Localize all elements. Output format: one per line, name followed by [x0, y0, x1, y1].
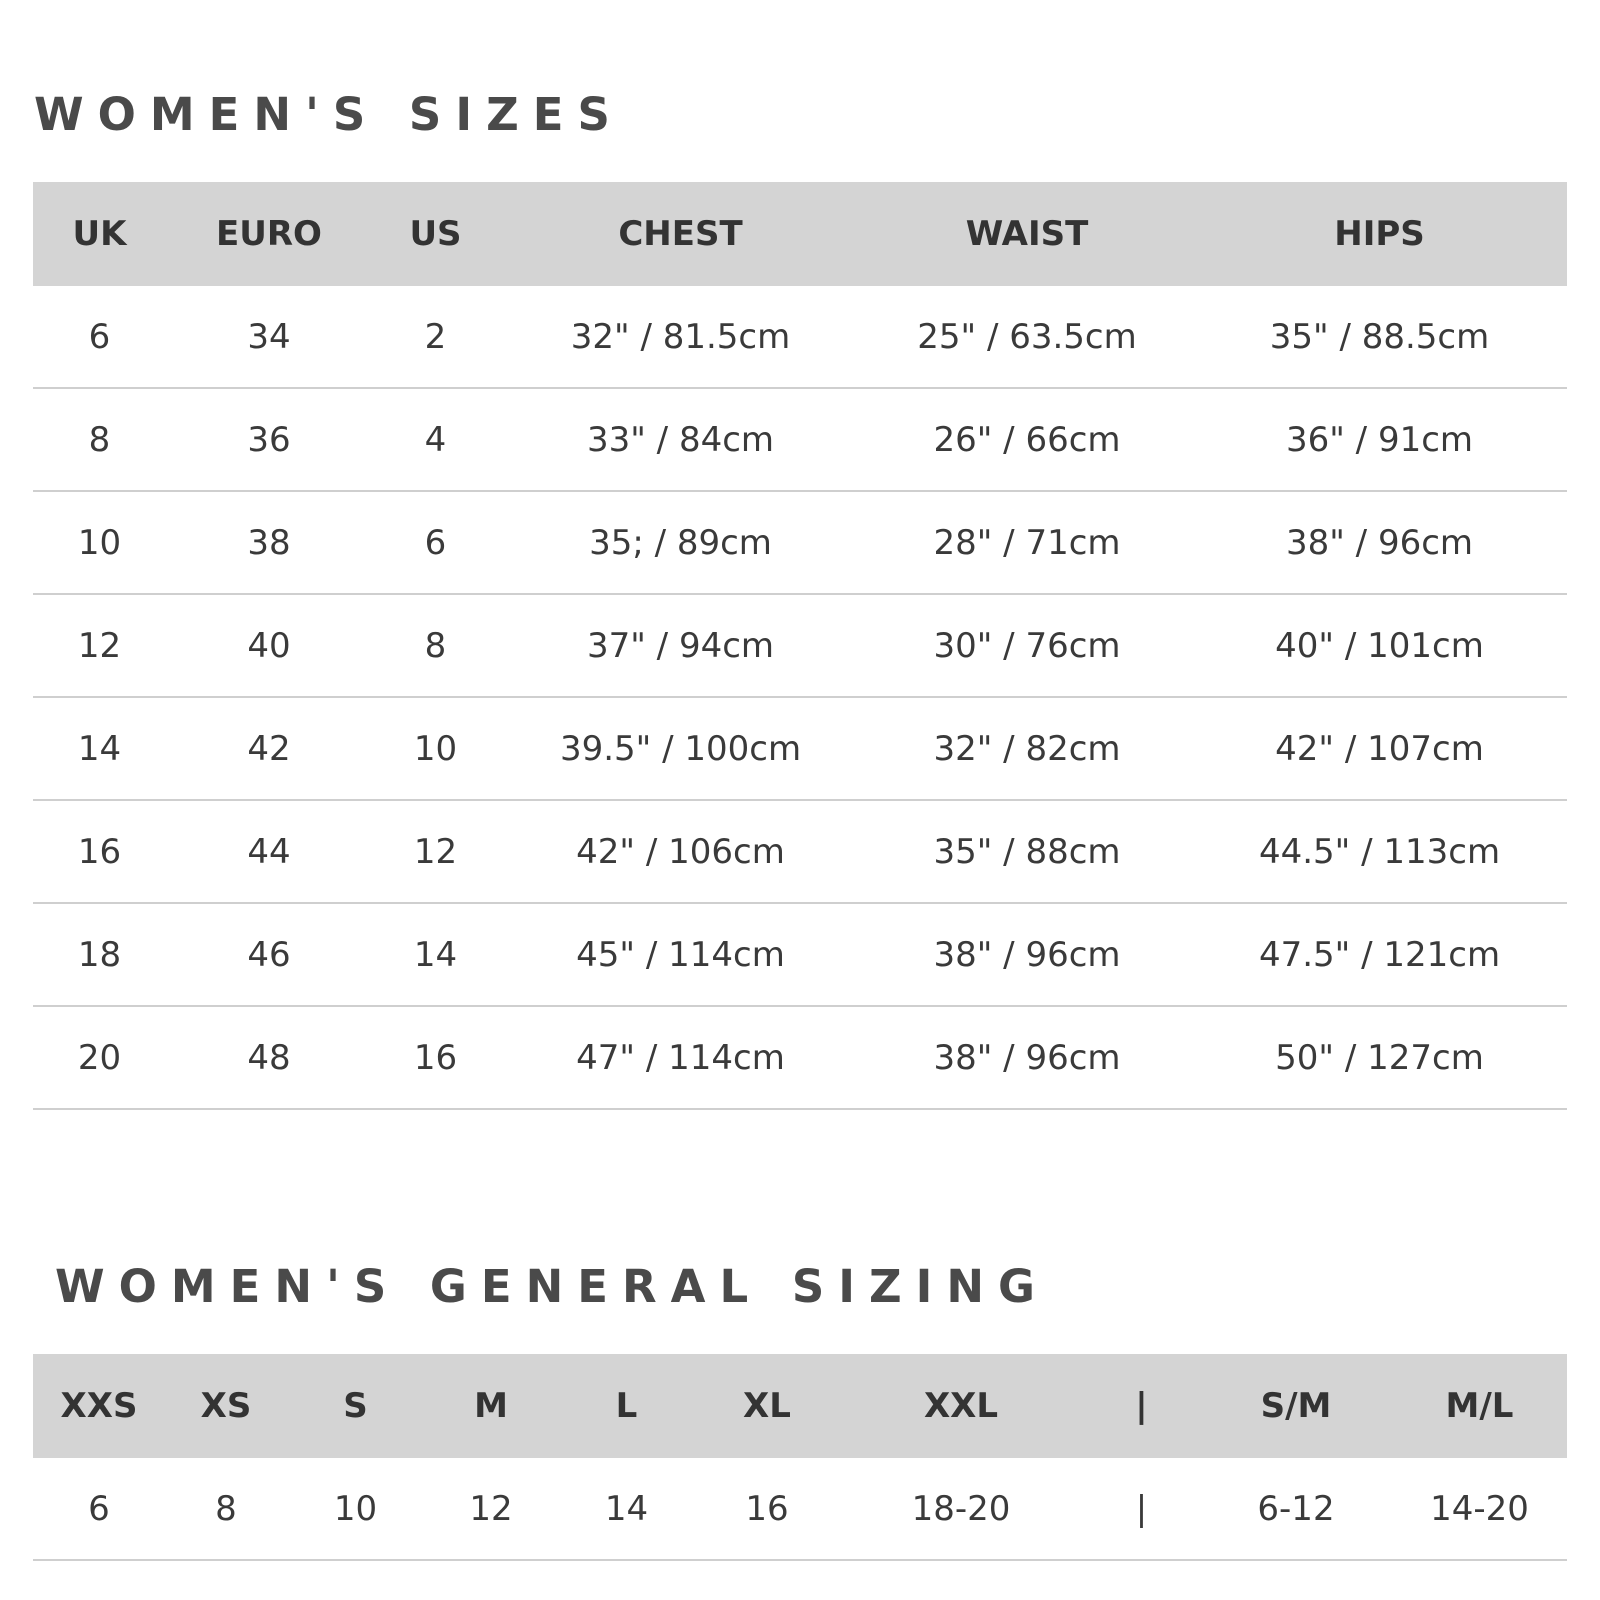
header-hips: HIPS	[1334, 214, 1425, 254]
cell-chest: 32" / 81.5cm	[499, 286, 862, 388]
cell-us: 16	[372, 1006, 499, 1109]
header-euro: EURO	[216, 214, 322, 254]
cell-waist: 28" / 71cm	[862, 491, 1192, 594]
table-row	[33, 388, 1567, 491]
header-s: S	[343, 1386, 368, 1426]
cell-uk: 6	[33, 286, 166, 388]
header-m: M	[474, 1386, 508, 1426]
womens-sizes-header-row	[33, 182, 1567, 286]
cell-hips: 47.5" / 121cm	[1192, 903, 1567, 1006]
cell-waist: 30" / 76cm	[862, 594, 1192, 697]
header-separator: |	[1135, 1386, 1148, 1426]
table-row	[33, 903, 1567, 1006]
cell-chest: 45" / 114cm	[499, 903, 862, 1006]
general-sizing-header-row	[33, 1354, 1567, 1458]
cell-uk: 14	[33, 697, 166, 800]
cell-euro: 48	[166, 1006, 372, 1109]
cell-chest: 37" / 94cm	[499, 594, 862, 697]
cell-chest: 33" / 84cm	[499, 388, 862, 491]
cell-euro: 46	[166, 903, 372, 1006]
cell-us: 6	[372, 491, 499, 594]
cell-xxl: 18-20	[839, 1458, 1083, 1560]
cell-euro: 42	[166, 697, 372, 800]
table-row	[33, 1458, 1567, 1560]
womens-general-sizing-table	[33, 1354, 1567, 1561]
cell-xl: 16	[695, 1458, 839, 1560]
cell-l: 14	[558, 1458, 695, 1560]
header-l: L	[615, 1386, 638, 1426]
cell-xs: 8	[165, 1458, 287, 1560]
header-us: US	[409, 214, 462, 254]
cell-us: 8	[372, 594, 499, 697]
cell-uk: 18	[33, 903, 166, 1006]
table-row	[33, 800, 1567, 903]
table-row	[33, 594, 1567, 697]
header-waist: WAIST	[965, 214, 1089, 254]
header-m-l: M/L	[1445, 1386, 1514, 1426]
cell-us: 12	[372, 800, 499, 903]
table-row	[33, 697, 1567, 800]
cell-chest: 42" / 106cm	[499, 800, 862, 903]
header-xxl: XXL	[923, 1386, 999, 1426]
header-uk: UK	[72, 214, 127, 254]
cell-waist: 32" / 82cm	[862, 697, 1192, 800]
header-xxs: XXS	[60, 1386, 138, 1426]
cell-hips: 35" / 88.5cm	[1192, 286, 1567, 388]
cell-chest: 35; / 89cm	[499, 491, 862, 594]
header-s-m: S/M	[1260, 1386, 1332, 1426]
womens-general-sizing-title: WOMEN'S GENERAL SIZING	[55, 1260, 1049, 1313]
cell-hips: 40" / 101cm	[1192, 594, 1567, 697]
cell-xxs: 6	[33, 1458, 165, 1560]
table-row	[33, 1006, 1567, 1109]
table-row	[33, 286, 1567, 388]
cell-m: 12	[424, 1458, 558, 1560]
cell-waist: 38" / 96cm	[862, 903, 1192, 1006]
cell-waist: 38" / 96cm	[862, 1006, 1192, 1109]
cell-hips: 44.5" / 113cm	[1192, 800, 1567, 903]
cell-us: 2	[372, 286, 499, 388]
cell-chest: 47" / 114cm	[499, 1006, 862, 1109]
header-xs: XS	[200, 1386, 252, 1426]
cell-waist: 35" / 88cm	[862, 800, 1192, 903]
cell-euro: 40	[166, 594, 372, 697]
cell-euro: 44	[166, 800, 372, 903]
cell-uk: 10	[33, 491, 166, 594]
cell-us: 14	[372, 903, 499, 1006]
cell-uk: 8	[33, 388, 166, 491]
cell-euro: 34	[166, 286, 372, 388]
cell-waist: 26" / 66cm	[862, 388, 1192, 491]
cell-hips: 50" / 127cm	[1192, 1006, 1567, 1109]
cell-hips: 36" / 91cm	[1192, 388, 1567, 491]
table-row	[33, 491, 1567, 594]
cell-hips: 38" / 96cm	[1192, 491, 1567, 594]
cell-uk: 20	[33, 1006, 166, 1109]
cell-uk: 16	[33, 800, 166, 903]
cell-uk: 12	[33, 594, 166, 697]
cell-euro: 36	[166, 388, 372, 491]
cell-chest: 39.5" / 100cm	[499, 697, 862, 800]
cell-euro: 38	[166, 491, 372, 594]
cell-separator: |	[1083, 1458, 1200, 1560]
cell-us: 10	[372, 697, 499, 800]
cell-waist: 25" / 63.5cm	[862, 286, 1192, 388]
cell-hips: 42" / 107cm	[1192, 697, 1567, 800]
cell-s: 10	[287, 1458, 424, 1560]
cell-us: 4	[372, 388, 499, 491]
header-chest: CHEST	[618, 214, 743, 254]
womens-sizes-table	[33, 182, 1567, 1110]
womens-sizes-title: WOMEN'S SIZES	[34, 88, 624, 141]
cell-m-l: 14-20	[1392, 1458, 1567, 1560]
cell-s-m: 6-12	[1200, 1458, 1392, 1560]
header-xl: XL	[743, 1386, 791, 1426]
